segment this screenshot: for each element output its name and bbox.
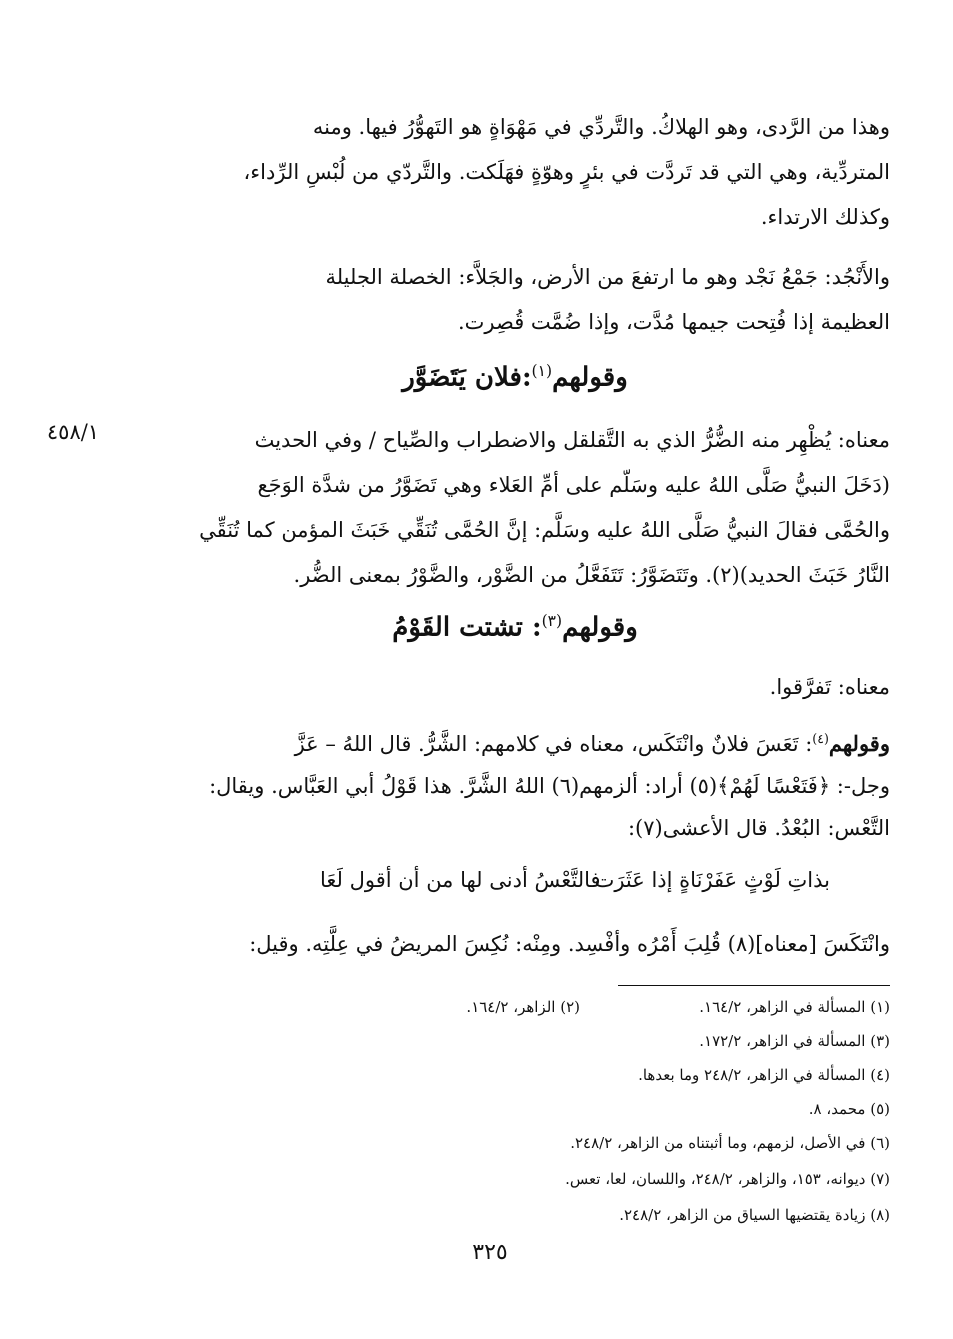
paragraph-1 <box>140 105 890 240</box>
paragraph-2 <box>140 255 890 345</box>
footnote-marker: (٣) <box>541 612 563 630</box>
text-line: المتردِّية، وهي التي قد تَردَّت في بئرٍ وهوّةٍ فهَلَكت. والتَّردّي من لُبْسِ الرِّداء، <box>243 160 890 184</box>
paragraph-6 <box>140 922 890 967</box>
paragraph-3 <box>140 418 890 598</box>
footnote-marker: (٤) <box>812 731 829 746</box>
footnote-2: (٢) الزاهر، ١٦٤/٢. <box>466 998 580 1016</box>
footnote-marker: (١) <box>531 362 553 380</box>
entry-lead: وقولهم <box>828 731 890 756</box>
footnote-3: (٣) المسألة في الزاهر، ١٧٢/٢. <box>699 1032 890 1050</box>
heading-lead: وقولهم <box>562 612 638 643</box>
verse-second-hemistich: فالتَّعْسُ أدنى لها من أن أقول لَعَا <box>320 868 601 892</box>
poetry-verse <box>140 868 890 908</box>
text-line: والحُمَّى فقالَ النبيُّ صَلَّى اللهُ عليه وسَلَّم: إنَّ الحُمَّى تُنَقِّي خَبَثَ المؤمن كما تُنَقِّي <box>199 518 890 542</box>
text-line: معناه: يُظْهِر منه الضُّرُّ الذي به التَّقلقل والاضطراب والصِّياح / وفي الحديث <box>254 428 890 452</box>
footnote-divider <box>618 985 890 986</box>
text-line: العظيمة إذا فُتِحت جيمها مُدَّت، وإذا ضُمَّت قُصِرت. <box>457 310 890 334</box>
entry-text: : تَعَسَ فلانٌ وانْتَكَس، معناه في كلامهم: الشَّرُّ. قال اللهُ – عَزَّ <box>294 732 813 756</box>
footnote-7: (٧) ديوانه، ١٥٣، والزاهر، ٢٤٨/٢، واللسان، لعا، تعس. <box>565 1170 890 1188</box>
text-line: معناه: تَفرَّقوا. <box>769 675 890 699</box>
text-line: وجل-: ﴿فَتَعْسًا لَهُمْ﴾(٥) أراد: ألزمهم(٦) اللهُ الشَّرَّ. هذا قَوْلُ أبي العَبَّاس. ويقال: <box>209 774 890 798</box>
section-heading-yatadawwar <box>140 362 890 393</box>
section-heading-tashattat <box>140 612 890 643</box>
text-line: والأَنْجُد: جَمْعُ نَجْد وهو ما ارتفعَ من الأرض، والجَلاَّء: الخصلة الجليلة <box>325 265 890 289</box>
text-line: وهذا من الرَّدى، وهو الهلاكُ. والتَّردِّي في مَهْوَاةٍ هو التَهوُّرُ فيها. ومنه <box>312 115 890 139</box>
heading-lead: وقولهم <box>552 362 628 393</box>
text-line: التَّعْس: البُعْدُ. قال الأعشى(٧): <box>627 816 890 840</box>
paragraph-5 <box>140 718 890 849</box>
paragraph-4 <box>140 665 890 710</box>
footnote-8: (٨) زيادة يقتضيها السياق من الزاهر، ٢٤٨/٢. <box>619 1206 890 1224</box>
footnote-4: (٤) المسألة في الزاهر، ٢٤٨/٢ وما بعدها. <box>638 1066 890 1084</box>
text-line: (دَخَلَ النبيُّ صَلَّى اللهُ عليه وسَلّم على أمِّ العَلاء وهي تَضَوَّرُ من شدَّة الوَجَع <box>257 473 890 497</box>
footnote-1: (١) المسألة في الزاهر، ١٦٤/٢. <box>699 998 890 1016</box>
heading-term: : تشتت القَوْمُ <box>392 612 542 643</box>
text-line <box>140 718 890 765</box>
text-line: وانْتَكَسَ [معناه](٨) قُلِبَ أَمْرُه وأفْسِد. ومِنْه: نُكِسَ المريضُ في عِلَّتِه. وقيل: <box>249 932 890 956</box>
text-line: وكذلك الارتداء. <box>760 205 890 229</box>
page-number: ٣٢٥ <box>472 1240 508 1265</box>
verse-first-hemistich: بذاتِ لَوْثٍ عَفَرْنَاةٍ إذا عَثَرَت <box>594 868 830 892</box>
margin-reference: ٤٥٨/١ <box>46 420 100 444</box>
footnote-5: (٥) محمد، ٨. <box>808 1100 890 1118</box>
text-line: النَّارُ خَبَثَ الحديد)(٢). وتَتَضَوَّرُ: تَتَفَعَّلُ من الضَّوْر، والضَّوْرُ بمعنى الضُّر. <box>293 563 890 587</box>
footnote-6: (٦) في الأصل، لزمهم، وما أثبتناه من الزاهر، ٢٤٨/٢. <box>570 1134 890 1152</box>
heading-term: :فلان يَتَضَوَّر <box>402 362 532 393</box>
